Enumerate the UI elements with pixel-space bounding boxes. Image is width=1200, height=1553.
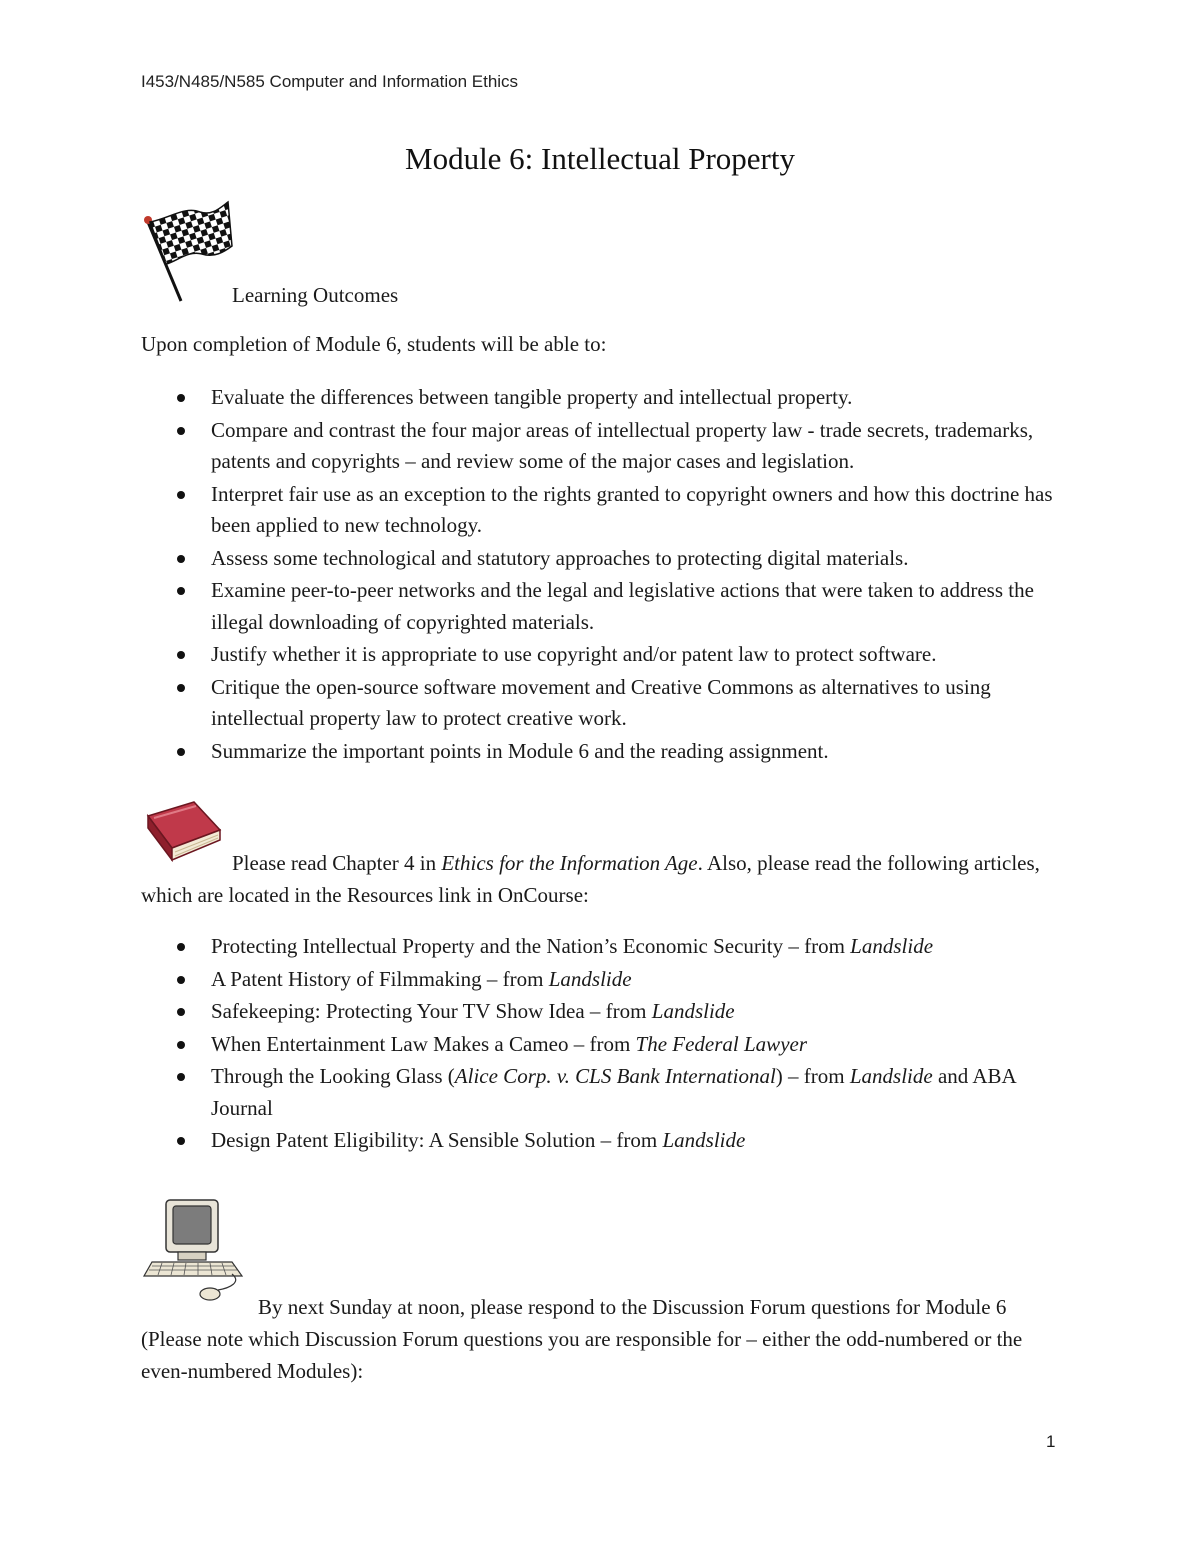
bullet-icon [177, 943, 185, 951]
learning-outcomes-intro: Upon completion of Module 6, students will be able to: [141, 332, 607, 356]
checkered-flag-icon [140, 200, 235, 305]
page-number: 1 [1046, 1432, 1056, 1451]
reading-source: Landslide [651, 999, 735, 1023]
list-item-text: Assess some technological and statutory approaches to protecting digital materials. [211, 545, 909, 570]
bullet-icon [177, 651, 185, 659]
reading-source: Landslide [662, 1128, 746, 1152]
reading-connector: ) – from [775, 1064, 850, 1088]
list-item [141, 1125, 1061, 1157]
list-item [141, 479, 1061, 542]
list-item-text: Compare and contrast the four major areas of intellectual property law - trade secrets, trademarks, patents and copyrights – and review some of the major cases and legislation. [211, 417, 1034, 473]
list-item-text: Examine peer-to-peer networks and the legal and legislative actions that were taken to address the illegal downloading of copyrighted materials. [211, 578, 1034, 634]
reading-extra-source: and ABA Journal [211, 1064, 1016, 1120]
reading-intro-suffix: . Also, please read the following articles, which are located in the Resources link in OnCourse: [141, 851, 1040, 907]
reading-title: Through the Looking Glass ( [211, 1064, 455, 1088]
list-item-text: Summarize the important points in Module 6 and the reading assignment. [211, 738, 829, 763]
list-item-text: Evaluate the differences between tangible property and intellectual property. [211, 385, 853, 409]
computer-icon [142, 1196, 246, 1306]
list-item [141, 672, 1061, 735]
list-item [141, 1029, 1061, 1061]
reading-assignment-intro [141, 847, 1041, 911]
reading-title: When Entertainment Law Makes a Cameo – from [211, 1031, 636, 1056]
list-item-text: Interpret fair use as an exception to the rights granted to copyright owners and how this doctrine has been applied to new technology. [211, 481, 1053, 537]
bullet-icon [177, 748, 185, 756]
book-title: Ethics for the Information Age [441, 851, 698, 875]
bullet-icon [177, 1008, 185, 1016]
list-item [141, 543, 1061, 575]
reading-source: Landslide [548, 966, 632, 991]
list-item [141, 996, 1061, 1028]
list-item-text: Critique the open-source software movement and Creative Commons as alternatives to using intellectual property law to protect creative work. [211, 674, 991, 730]
reading-source: Landslide [849, 1064, 933, 1088]
bullet-icon [177, 427, 185, 435]
list-item [141, 415, 1061, 478]
reading-title: A Patent History of Filmmaking – from [211, 966, 549, 991]
bullet-icon [177, 684, 185, 692]
bullet-icon [177, 976, 185, 984]
discussion-forum-intro [141, 1291, 1041, 1387]
learning-outcomes-heading: Learning Outcomes [232, 283, 399, 307]
reading-list [141, 931, 1061, 1158]
bullet-icon [177, 394, 185, 402]
list-item [141, 1061, 1061, 1124]
list-item-text: Justify whether it is appropriate to use copyright and/or patent law to protect software. [211, 642, 937, 666]
list-item [141, 639, 1061, 671]
learning-outcomes-list [141, 382, 1061, 768]
list-item [141, 575, 1061, 638]
reading-source: Landslide [850, 934, 934, 958]
reading-intro-prefix: Please read Chapter 4 in [232, 851, 442, 875]
reading-title: Protecting Intellectual Property and the Nation’s Economic Security – from [211, 934, 851, 958]
list-item [141, 931, 1061, 963]
case-name: Alice Corp. v. CLS Bank International [454, 1064, 776, 1088]
bullet-icon [177, 491, 185, 499]
forum-instructions: By next Sunday at noon, please respond to the Discussion Forum questions for Module 6 (Please note which Discussion Forum questions you are responsible for – either the odd-numbered or the even-numbered Modules): [141, 1295, 1023, 1383]
list-item [141, 382, 1061, 414]
bullet-icon [177, 1041, 185, 1049]
bullet-icon [177, 555, 185, 563]
reading-title: Safekeeping: Protecting Your TV Show Idea – from [211, 999, 652, 1023]
bullet-icon [177, 1073, 185, 1081]
reading-title: Design Patent Eligibility: A Sensible Solution – from [211, 1128, 663, 1152]
page-title: Module 6: Intellectual Property [405, 141, 795, 176]
reading-source: The Federal Lawyer [635, 1031, 808, 1056]
bullet-icon [177, 1137, 185, 1145]
running-header: I453/N485/N585 Computer and Information Ethics [141, 72, 519, 91]
list-item [141, 736, 1061, 768]
list-item [141, 964, 1061, 996]
bullet-icon [177, 587, 185, 595]
